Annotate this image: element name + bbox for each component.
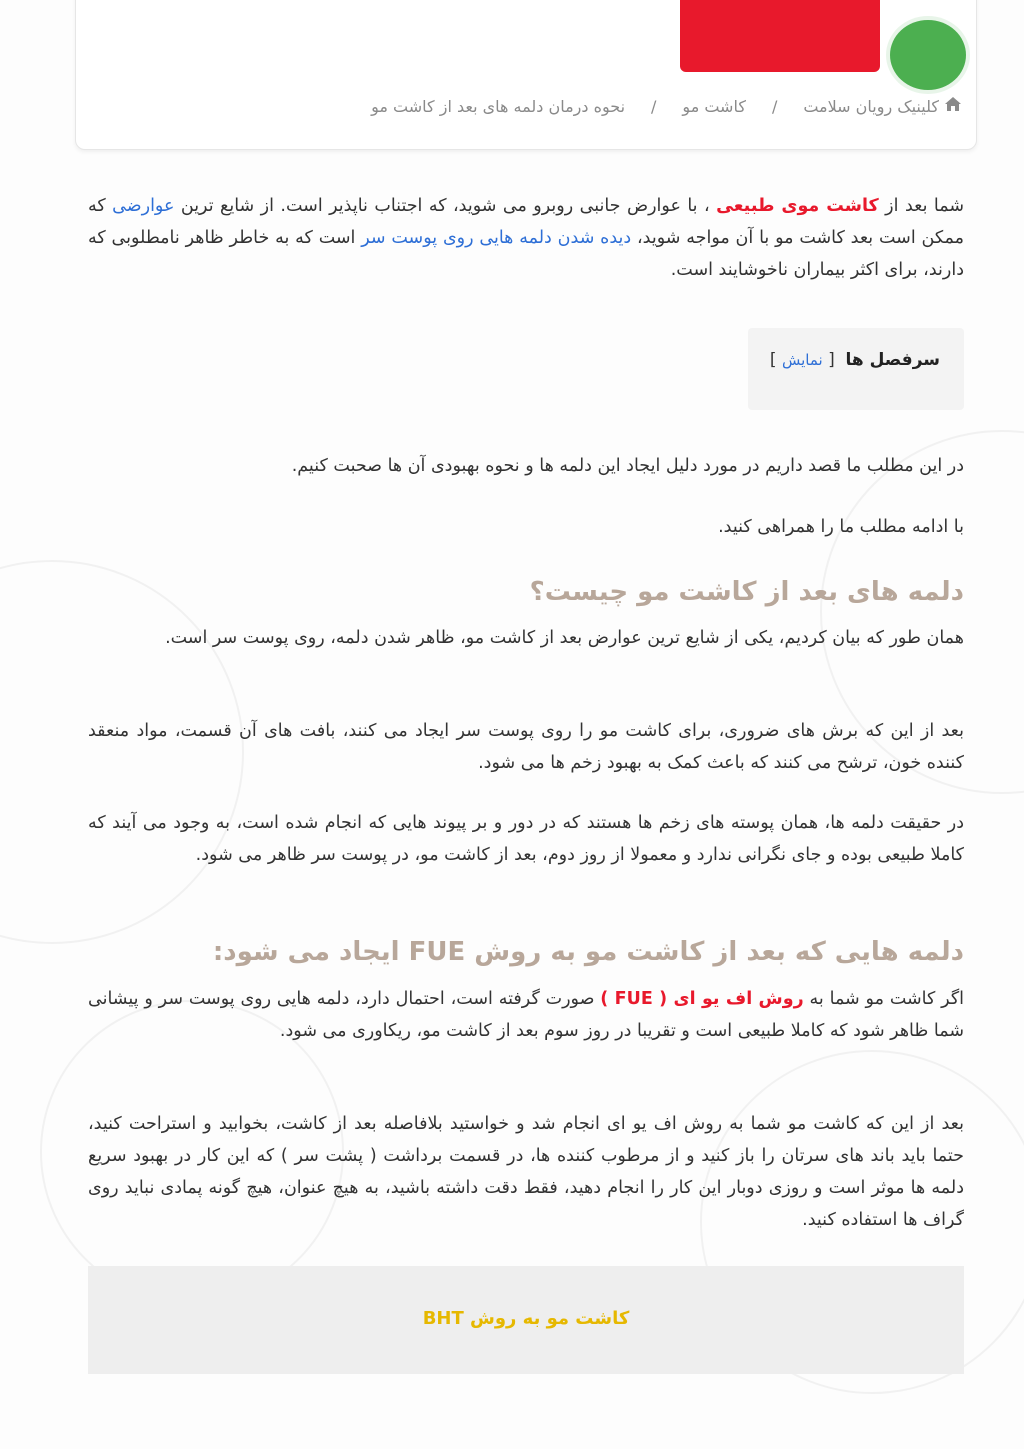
breadcrumb-separator: /	[771, 97, 778, 116]
related-post-box[interactable]	[88, 1266, 964, 1374]
home-icon[interactable]	[944, 96, 962, 116]
breadcrumb-current-page: نحوه درمان دلمه های بعد از کاشت مو	[371, 97, 626, 116]
intro-paragraph: شما بعد از کاشت موی طبیعی ، با عوارض جانبی روبرو می شوید، که اجتناب ناپذیر است. از شایع ترین عوارضی که ممکن است بعد کاشت مو با آن مواجه شوید، دیده شدن دلمه هایی روی پوست سر است که به خاطر ظاهر نامطلوبی که دارند، برای اکثر بیماران ناخوشایند است.	[88, 196, 964, 280]
consult-button[interactable]	[680, 0, 880, 72]
toc-show-toggle[interactable]: نمایش	[781, 351, 823, 369]
toc-title: سرفصل ها	[845, 350, 940, 370]
natural-hair-transplant-link[interactable]: کاشت موی طبیعی	[716, 196, 879, 216]
paragraph-2: بعد از این که برش های ضروری، برای کاشت مو را روی پوست سر ایجاد می کنند، بافت های آن قسمت، مواد منعقد کننده خون، ترشح می کنند که باعث کمک به بهبود زخم ها می شود.	[88, 721, 964, 773]
bht-link[interactable]: کاشت مو به روش BHT	[422, 1308, 630, 1329]
paragraph-1: همان طور که بیان کردیم، یکی از شایع ترین عوارض بعد از کاشت مو، ظاهر شدن دلمه، روی پوست سر است.	[165, 628, 964, 648]
complications-link[interactable]: عوارضی	[112, 196, 175, 216]
paragraph-3: در حقیقت دلمه ها، همان پوسته های زخم ها هستند که در دور و بر پیوند هایی که انجام شده است، به وجود می آیند که کاملا طبیعی بوده و جای نگرانی ندارد و معمولا از روز دوم، بعد از کاشت مو، در پوست سر ظاهر می شود.	[88, 813, 964, 865]
breadcrumb-home-link[interactable]: کلینیک رویان سلامت	[803, 97, 939, 116]
paragraph-4: اگر کاشت مو شما به روش اف یو ای ( FUE ) صورت گرفته است، احتمال دارد، دلمه هایی روی پوست سر و پیشانی شما ظاهر شود که کاملا طبیعی است و تقریبا در روز سوم بعد از کاشت مو، ریکاوری می شود.	[88, 989, 965, 1041]
breadcrumb-hair-transplant-link[interactable]: کاشت مو	[682, 97, 746, 116]
table-of-contents: سرفصل ها [ نمایش ]	[748, 328, 964, 410]
heading-fue-scabs: دلمه هایی که بعد از کاشت مو به روش FUE ایجاد می شود:	[212, 937, 964, 967]
whatsapp-icon[interactable]	[890, 20, 966, 90]
scabs-link[interactable]: دیده شدن دلمه هایی روی پوست سر	[361, 228, 632, 248]
paragraph-5: بعد از این که کاشت مو شما به روش اف یو ای انجام شد و خواستید بلافاصله بعد از کاشت، بخوابید و استراحت کنید، حتما باید باند های سرتان را باز کنید و از مرطوب کننده ها، در قسمت برداشت ( پشت سر ) که این کار در بهبود سریع دلمه ها موثر است و روزی دوبار این کار را انجام دهید، فقط دقت داشته باشید، به هیچ عنوان، هیچ گونه پمادی نباید روی گراف ها استفاده کنید.	[88, 1114, 964, 1230]
heading-what-are-scabs: دلمه های بعد از کاشت مو چیست؟	[529, 577, 964, 607]
fue-method-link[interactable]: روش اف یو ای ( FUE )	[600, 989, 804, 1009]
intent-paragraph: در این مطلب ما قصد داریم در مورد دلیل ایجاد این دلمه ها و نحوه بهبودی آن ها صحبت کنیم.	[291, 456, 964, 476]
breadcrumb-separator: /	[651, 97, 657, 116]
follow-paragraph: با ادامه مطلب ما را همراهی کنید.	[718, 517, 964, 537]
breadcrumb	[371, 96, 962, 116]
